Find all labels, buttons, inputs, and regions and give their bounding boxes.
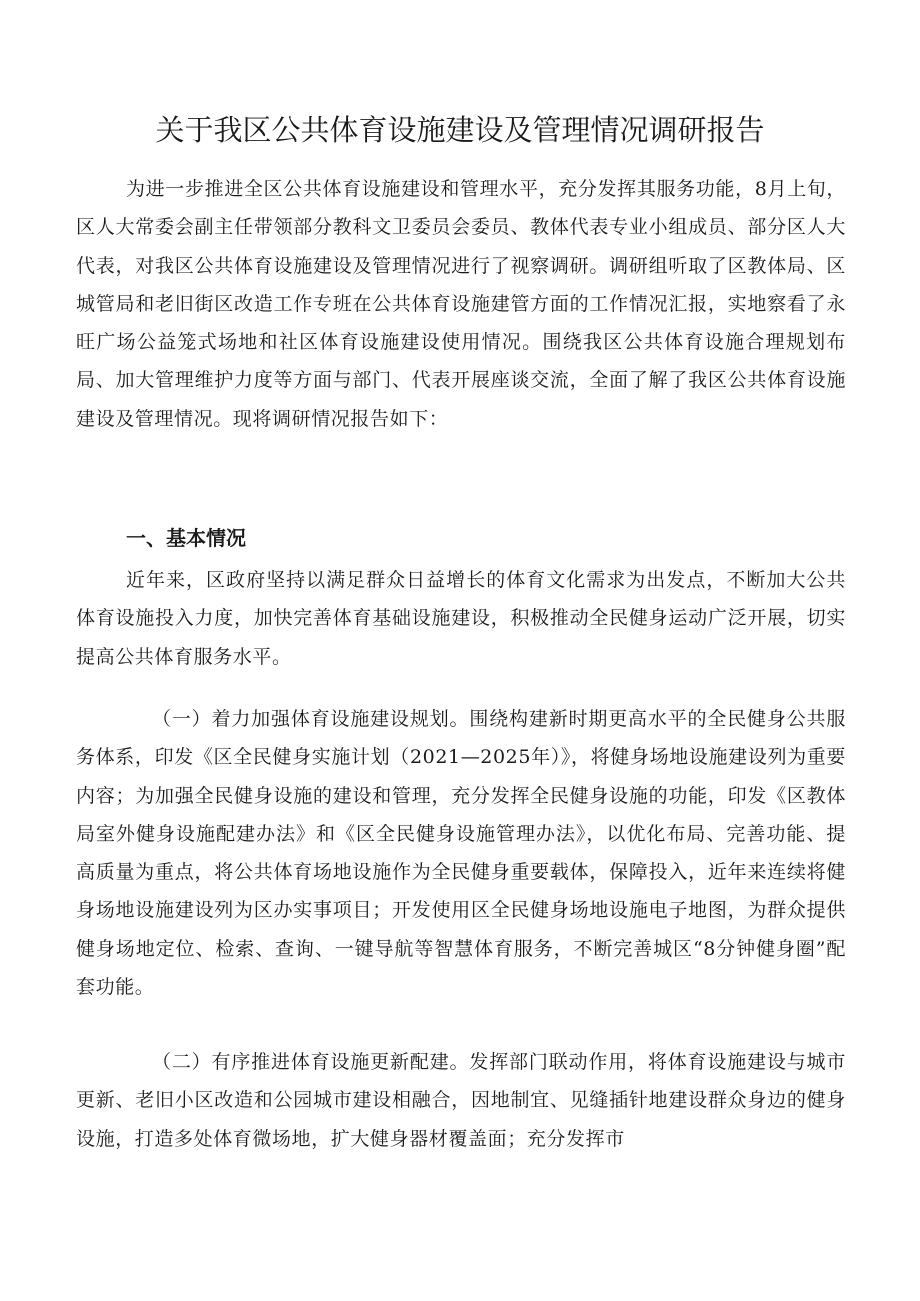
intro-paragraph: 为进一步推进全区公共体育设施建设和管理水平，充分发挥其服务功能，8月上旬，区人大常委会副主任带领部分教科文卫委员会委员、教体代表专业小组成员、部分区人大代表，对我区公共体育设施建设及管理情况进行了视察调研。调研组听取了区教体局、区城管局和老旧街区改造工作专班在公共体育设施建管方面的工作情况汇报，实地察看了永旺广场公益笼式场地和社区体育设施建设使用情况。围绕我区公共体育设施合理规划布局、加大管理维护力度等方面与部门、代表开展座谈交流，全面了解了我区公共体育设施建设及管理情况。现将调研情况报告如下： [76, 178, 846, 430]
section1-paragraph-2: （一）着力加强体育设施建设规划。围绕构建新时期更高水平的全民健身公共服务体系，印发《区全民健身实施计划（2021—2025年）》，将健身场地设施建设列为重要内容；为加强全民健身设施的建设和管理，充分发挥全民健身设施的功能，印发《区教体局室外健身设施配建办法》和《区全民健身设施管理办法》，以优化布局、完善功能、提高质量为重点，将公共体育场地设施作为全民健身重要载体，保障投入，近年来连续将健身场地设施建设列为区办实事项目；开发使用区全民健身场地设施电子地图，为群众提供健身场地定位、检索、查询、一键导航等智慧体育服务，不断完善城区“8分钟健身圈”配套功能。 [76, 708, 846, 999]
document-title: 关于我区公共体育设施建设及管理情况调研报告 [155, 113, 765, 147]
section-heading-basic-situation: 一、基本情况 [126, 526, 246, 550]
section1-paragraph-3: （二）有序推进体育设施更新配建。发挥部门联动作用，将体育设施建设与城市更新、老旧小区改造和公园城市建设相融合，因地制宜、见缝插针地建设群众身边的健身设施，打造多处体育微场地，扩大健身器材覆盖面；充分发挥市 [76, 1051, 846, 1150]
section1-paragraph-1: 近年来，区政府坚持以满足群众日益增长的体育文化需求为出发点，不断加大公共体育设施投入力度，加快完善体育基础设施建设，积极推动全民健身运动广泛开展，切实提高公共体育服务水平。 [76, 569, 846, 668]
